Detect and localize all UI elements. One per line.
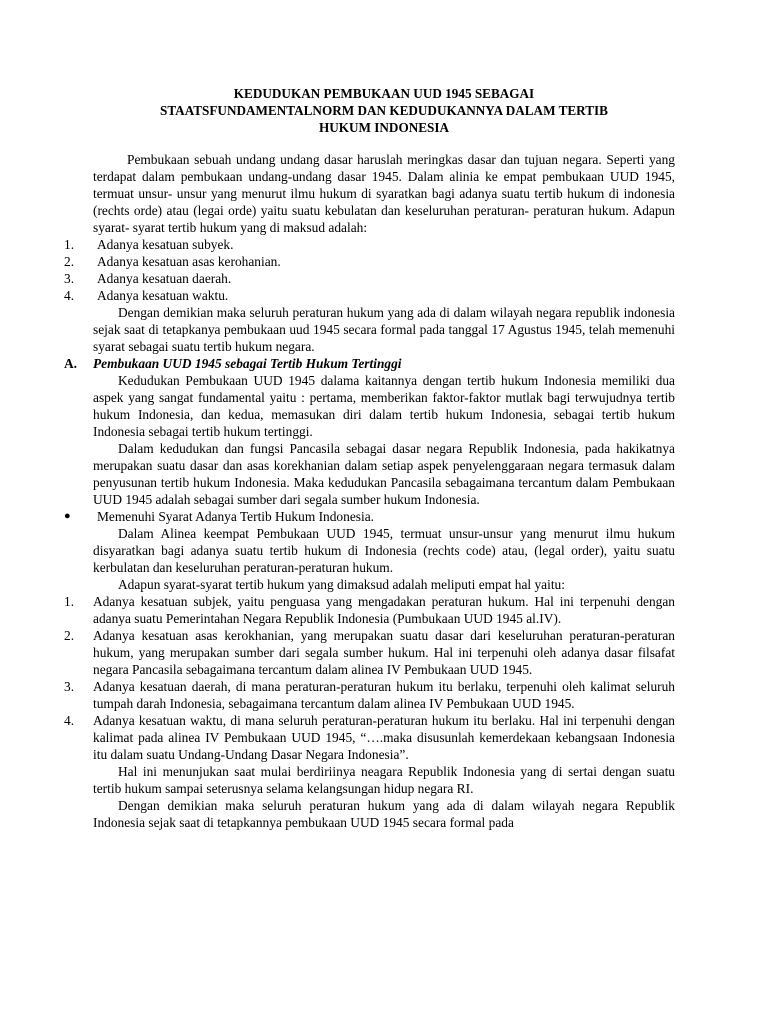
- list-item: [64, 627, 675, 678]
- bullet-heading: [64, 508, 675, 525]
- list-item-text: Adanya kesatuan daerah, di mana peraturan-peraturan hukum itu berlaku, terpenuhi oleh kalimat seluruh tumpah darah Indonesia, sebagaimana tercantum dalam alinea IV Pembukaan UUD 1945.: [93, 679, 675, 711]
- list-item-text: Adanya kesatuan subjek, yaitu penguasa yang mengadakan peraturan hukum. Hal ini terpenuhi dengan adanya suatu Pemerintahan Negara Republik Indonesia (Pumbukaan UUD 1945 al.IV).: [93, 594, 675, 626]
- list-item: [64, 593, 675, 627]
- list-item-text: Adanya kesatuan waktu, di mana seluruh peraturan-peraturan hukum itu berlaku. Hal ini terpenuhi dengan kalimat pada alinea IV Pembukaan UUD 1945, “….maka disusunlah kemerdekaan kebangsaan Indonesia itu dalam suatu Undang-Undang Dasar Negara Indonesia”.: [93, 713, 675, 762]
- list-item-number: 1.: [64, 594, 75, 609]
- bullet-icon: ●: [64, 510, 71, 522]
- list-item: [64, 712, 675, 763]
- section-a-paragraph-2: Dalam kedudukan dan fungsi Pancasila sebagai dasar negara Republik Indonesia, pada hakikatnya merupakan suatu dasar dan asas korekhanian dalam setiap aspek penyelenggaraan negara termasuk dalam penyusunan tertib hukum Indonesia. Maka kedudukan Pancasila sebagaimana tercantum dalam Pembukaan UUD 1945 adalah sebagai sumber dari segala sumber hukum Indonesia.: [93, 441, 675, 507]
- paragraph-after-list: Dengan demikian maka seluruh peraturan hukum yang ada di dalam wilayah negara republik indonesia sejak saat di tetapkanya pembukaan uud 1945 secara formal pada tanggal 17 Agustus 1945, telah memenuhi syarat sebagai suatu tertib hukum negara.: [93, 305, 675, 354]
- section-a-paragraph-1: Kedudukan Pembukaan UUD 1945 dalama kaitannya dengan tertib hukum Indonesia memiliki dua aspek yang sangat fundamental yaitu : pertama, memberikan faktor-faktor mutlak bagi terwujudnya tertib hukum Indonesia, dan kedua, memasukan diri dalam tertib hukum Indonesia, sebagai tertib hukum Indonesia sebagai tertib hukum tertinggi.: [93, 373, 675, 439]
- list-item-number: 1.: [64, 237, 75, 252]
- list-item: [64, 253, 675, 270]
- list-item-number: 4.: [64, 713, 75, 728]
- list-item-number: 3.: [64, 271, 75, 286]
- title-line-3: HUKUM INDONESIA: [318, 120, 450, 135]
- closing-paragraph-2: Dengan demikian maka seluruh peraturan hukum yang ada di dalam wilayah negara Republik Indonesia sejak saat di tetapkannya pembukaan UUD 1945 secara formal pada: [93, 798, 675, 830]
- title-line-2: STAATSFUNDAMENTALNORM DAN KEDUDUKANNYA DALAM TERTIB: [160, 103, 608, 118]
- list-item-text: Adanya kesatuan subyek.: [97, 237, 234, 252]
- section-heading-a: [64, 355, 675, 372]
- list-item: [64, 236, 675, 253]
- requirements-list: [64, 593, 675, 763]
- list-item: [64, 287, 675, 304]
- document-title: [93, 85, 675, 136]
- list-item-number: 2.: [64, 254, 75, 269]
- section-b-paragraph-1: Dalam Alinea keempat Pembukaan UUD 1945, termuat unsur-unsur yang menurut ilmu hukum disyaratkan bagi adanya suatu tertib hukum di Indonesia (rechts code) atau, (legal order), yaitu suatu kerbulatan dan keseluruhan peraturan-peraturan hukum.: [93, 526, 675, 575]
- section-b-paragraph-2: Adapun syarat-syarat tertib hukum yang dimaksud adalah meliputi empat hal yaitu:: [118, 577, 565, 592]
- list-item: [64, 270, 675, 287]
- closing-paragraph-1: Hal ini menunjukan saat mulai berdiriinya neagara Republik Indonesia yang di sertai dengan suatu tertib hukum sampai seterusnya selama kelangsungan hidup negara RI.: [93, 764, 675, 796]
- conditions-list: [64, 236, 675, 304]
- list-item-text: Adanya kesatuan asas kerokhanian, yang merupakan suatu dasar dari keseluruhan peraturan-peraturan hukum, yang merupakan sumber dari segala sumber hukum. Hal ini terpenuhi oleh adanya dasar filsafat negara Pancasila sebagaimana tercantum dalam alinea IV Pembukaan UUD 1945.: [93, 628, 675, 677]
- list-item-text: Adanya kesatuan waktu.: [97, 288, 229, 303]
- bullet-text: Memenuhi Syarat Adanya Tertib Hukum Indonesia.: [97, 509, 374, 524]
- list-item-text: Adanya kesatuan daerah.: [97, 271, 232, 286]
- list-item: [64, 678, 675, 712]
- title-line-1: KEDUDUKAN PEMBUKAAN UUD 1945 SEBAGAI: [233, 86, 535, 101]
- section-title: Pembukaan UUD 1945 sebagai Tertib Hukum Tertinggi: [93, 356, 402, 371]
- intro-paragraph: Pembukaan sebuah undang undang dasar haruslah meringkas dasar dan tujuan negara. Seperti yang terdapat dalam pembukaan undang-undang dasar 1945. Dalam alinia ke empat pembukaan UUD 1945, termuat unsur- unsur yang menurut ilmu hukum di syaratkan bagi adanya suatu tertib hukum di indonesia (rechts orde) atau (legai orde) yaitu suatu kebulatan dan keseluruhan peraturan- peraturan hukum. Adapun syarat- syarat tertib hukum yang di maksud adalah:: [93, 152, 675, 235]
- list-item-text: Adanya kesatuan asas kerohanian.: [97, 254, 281, 269]
- list-item-number: 3.: [64, 679, 75, 694]
- list-item-number: 4.: [64, 288, 75, 303]
- list-item-number: 2.: [64, 628, 75, 643]
- section-number: A.: [64, 356, 78, 371]
